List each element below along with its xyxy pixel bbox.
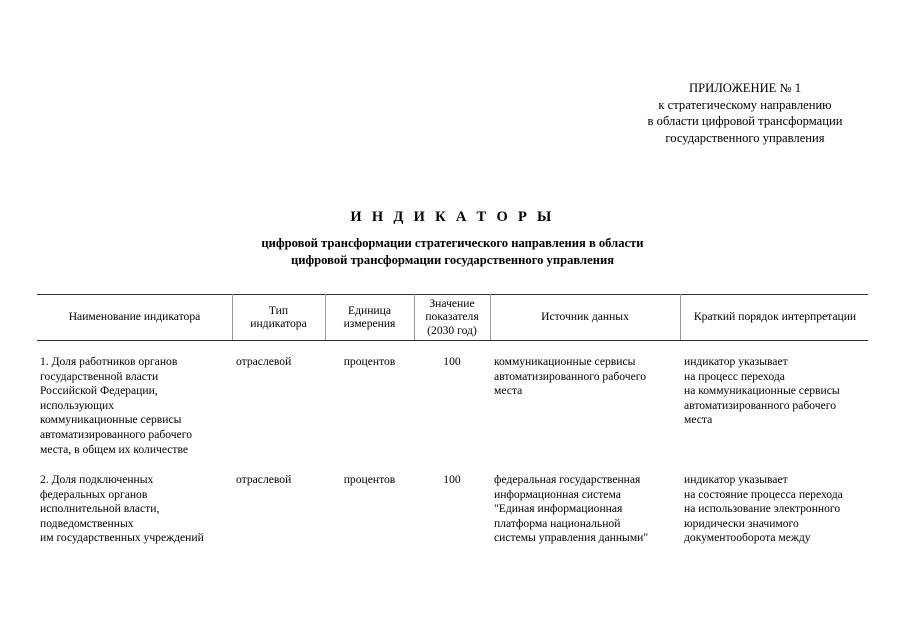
appendix-line: к стратегическому направлению: [658, 97, 832, 112]
cell-interpretation: индикатор указывает на процесс перехода на коммуникационные сервисы автоматизированного рабочего места: [684, 355, 840, 427]
header-interpretation: Краткий порядок интерпретации: [693, 310, 857, 324]
header-data-source: Источник данных: [541, 310, 629, 324]
cell-value: 100: [443, 473, 461, 486]
header-indicator-name: Наименование индикатора: [68, 310, 201, 324]
cell-unit: процентов: [343, 355, 396, 368]
cell-value: 100: [443, 355, 461, 368]
appendix-line: государственного управления: [665, 130, 825, 145]
cell-indicator-type: отраслевой: [236, 473, 292, 486]
subtitle-line: цифровой трансформации государственного управления: [290, 253, 615, 267]
document-subtitle: [0, 235, 905, 269]
header-unit: Единица измерения: [343, 303, 396, 330]
cell-interpretation: индикатор указывает на состояние процесса перехода на использование электронного юридически значимого документооборота между: [684, 473, 843, 545]
cell-unit: процентов: [343, 473, 396, 486]
cell-indicator-name: 2. Доля подключенных федеральных органов исполнительной власти, подведомственных им государственных учреждений: [40, 473, 204, 545]
cell-indicator-name: 1. Доля работников органов государственной власти Российской Федерации, использующих коммуникационные сервисы автоматизированного рабочего места, в общем их количестве: [40, 355, 192, 456]
cell-data-source: федеральная государственная информационная система "Единая информационная платформа национальной системы управления данными": [494, 473, 649, 545]
cell-data-source: коммуникационные сервисы автоматизированного рабочего места: [494, 355, 646, 398]
document-title: И Н Д И К А Т О Р Ы: [350, 209, 555, 225]
header-indicator-type: Тип индикатора: [250, 303, 307, 330]
appendix-line: в области цифровой трансформации: [647, 114, 843, 128]
subtitle-line: цифровой трансформации стратегического направления в области: [261, 236, 644, 250]
table-header-rule: [37, 340, 868, 341]
header-value: Значение показателя (2030 год): [425, 297, 479, 337]
cell-indicator-type: отраслевой: [236, 355, 292, 368]
appendix-line: ПРИЛОЖЕНИЕ № 1: [689, 81, 801, 95]
appendix-block: [600, 80, 890, 146]
